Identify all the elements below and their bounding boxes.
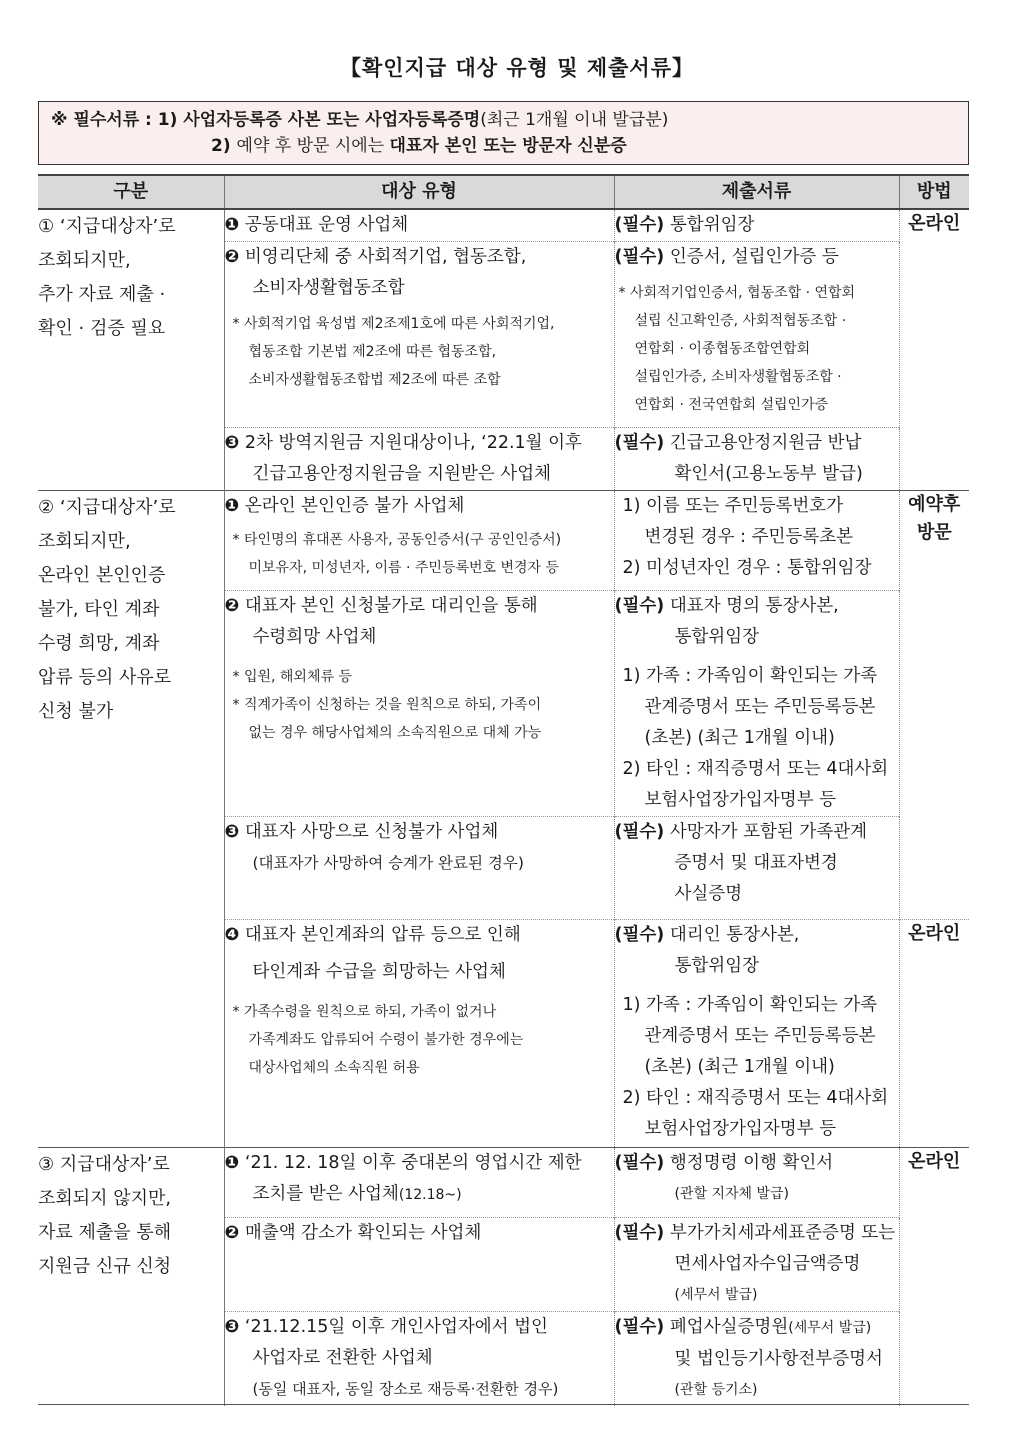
table-bottom-line: [38, 1404, 969, 1405]
docs-text-cont: 및 법인등기사항전부증명서: [674, 1349, 883, 1369]
header-method: 방법: [899, 175, 969, 209]
item-number: ❶: [224, 215, 240, 235]
note-line: 연합회 · 전국연합회 설립인가증: [634, 397, 829, 413]
note-line: * 사회적기업 육성법 제2조제1호에 따른 사회적기업,: [232, 316, 555, 332]
docs-cell: [614, 920, 899, 1148]
docs-sub-text: (초본) (최근 1개월 이내): [644, 728, 835, 748]
page-title: 【확인지급 대상 유형 및 제출서류】: [340, 56, 694, 80]
item-number: ❸: [224, 1317, 240, 1337]
docs-sub-text: (초본) (최근 1개월 이내): [644, 1057, 835, 1077]
required-bold-2: 대표자 본인 또는 방문자 신분증: [389, 136, 627, 156]
docs-cell: [614, 491, 899, 591]
type-text-cont: 타인계좌 수급을 희망하는 사업체: [252, 962, 506, 982]
required-tag: (필수): [614, 1317, 665, 1337]
item-number: ❷: [224, 1223, 240, 1243]
category-1: ① ‘지급대상자’로 조회되지만, 추가 자료 제출 · 확인 · 검증 필요: [38, 209, 224, 491]
type-cell: [224, 920, 614, 1148]
docs-cell: [614, 817, 899, 920]
type-text: 대표자 본인 신청불가로 대리인을 통해: [244, 596, 538, 616]
type-text: 비영리단체 중 사회적기업, 협동조합,: [244, 247, 527, 267]
docs-cell: [614, 209, 899, 242]
type-text-cont: 조치를 받은 사업체: [252, 1184, 399, 1204]
type-text: ‘21.12.15일 이후 개인사업자에서 법인: [244, 1317, 548, 1337]
method-2-bottom: 온라인: [899, 920, 969, 1148]
type-text-cont: 소비자생활협동조합: [252, 278, 405, 298]
method-3: 온라인: [899, 1148, 969, 1407]
item-number: ❹: [224, 925, 240, 945]
type-cell: [224, 1148, 614, 1218]
required-tag: (필수): [614, 247, 665, 267]
docs-text-cont: (관할 지자체 발급): [674, 1186, 789, 1202]
table-row: [38, 491, 969, 591]
method-2-top: 예약후 방문: [899, 491, 969, 920]
required-line-1: [51, 107, 968, 133]
docs-cell: [614, 1218, 899, 1312]
category-3: ③ 지급대상자’로 조회되지 않지만, 자료 제출을 통해 지원금 신규 신청: [38, 1148, 224, 1407]
note-line: 설립인가증, 소비자생활협동조합 ·: [634, 369, 842, 385]
type-cell: [224, 242, 614, 428]
docs-text-cont: (관할 등기소): [674, 1382, 758, 1398]
docs-small-text: (세무서 발급): [788, 1320, 872, 1336]
docs-sub-text: 2) 타인 : 재직증명서 또는 4대사회: [622, 759, 889, 779]
required-bold-1: 사업자등록증 사본 또는 사업자등록증명: [183, 110, 481, 130]
type-text: 온라인 본인인증 불가 사업체: [244, 496, 465, 516]
docs-text-cont: 사실증명: [674, 884, 743, 904]
type-text: 공동대표 운영 사업체: [244, 215, 409, 235]
item-number: ❷: [224, 247, 240, 267]
header-docs: 제출서류: [614, 175, 899, 209]
docs-text-cont: (세무서 발급): [674, 1287, 758, 1303]
item-number: ❶: [224, 1153, 240, 1173]
note-line: * 사회적기업인증서, 협동조합 · 연합회: [618, 285, 856, 301]
required-tag: (필수): [614, 1223, 665, 1243]
note-line: 연합회 · 이종협동조합연합회: [634, 341, 811, 357]
docs-text: 인증서, 설립인가증 등: [669, 247, 839, 267]
docs-cell: [614, 1312, 899, 1407]
item-number: ❸: [224, 433, 240, 453]
docs-text: 1) 이름 또는 주민등록번호가: [622, 496, 844, 516]
note-line: * 직계가족이 신청하는 것을 원칙으로 하되, 가족이: [232, 697, 542, 713]
method-1: 온라인: [908, 213, 961, 234]
note-line: 설립 신고확인증, 사회적협동조합 ·: [634, 313, 847, 329]
type-text: 2차 방역지원금 지원대상이나, ‘22.1월 이후: [244, 433, 582, 453]
docs-text-cont: 통합위임장: [674, 956, 760, 976]
docs-sub-text: 보험사업장가입자명부 등: [644, 790, 837, 810]
type-cell: [224, 209, 614, 242]
docs-text: 폐업사실증명원: [669, 1317, 789, 1337]
required-plain-2: 예약 후 방문 시에는: [236, 136, 390, 156]
table-row: [38, 1148, 969, 1218]
note-line: 가족계좌도 압류되어 수령이 불가한 경우에는: [248, 1032, 524, 1048]
type-text: 대표자 본인계좌의 압류 등으로 인해: [244, 925, 521, 945]
type-cell: [224, 817, 614, 920]
docs-text-cont: 면세사업자수입금액증명: [674, 1254, 861, 1274]
docs-text: 사망자가 포함된 가족관계: [669, 822, 867, 842]
docs-sub-text: 1) 가족 : 가족임이 확인되는 가족: [622, 666, 878, 686]
note-line: * 타인명의 휴대폰 사용자, 공동인증서(구 공인인증서): [232, 532, 562, 548]
required-tag: (필수): [614, 925, 665, 945]
docs-text: 대리인 통장사본,: [669, 925, 800, 945]
docs-text: 통합위임장: [669, 215, 755, 235]
required-tag: (필수): [614, 433, 665, 453]
required-tag: (필수): [614, 596, 665, 616]
header-category: 구분: [38, 175, 224, 209]
header-type: 대상 유형: [224, 175, 614, 209]
docs-cell: [614, 428, 899, 491]
type-text: 대표자 사망으로 신청불가 사업체: [244, 822, 499, 842]
required-documents-box: [38, 101, 969, 165]
docs-text-cont: 통합위임장: [674, 627, 760, 647]
required-tag: (필수): [614, 215, 665, 235]
required-num-2: 2): [211, 136, 237, 156]
main-table: [38, 174, 969, 1406]
category-2: ② ‘지급대상자’로 조회되지만, 온라인 본인인증 불가, 타인 계좌 수령 희망, 계좌 압류 등의 사유로 신청 불가: [38, 491, 224, 1148]
required-rest-1: (최근 1개월 이내 발급분): [480, 110, 669, 130]
docs-text: 부가가치세과세표준증명 또는: [669, 1223, 896, 1243]
docs-cell: [614, 242, 899, 428]
type-cell: [224, 1218, 614, 1312]
docs-text: 2) 미성년자인 경우 : 통합위임장: [622, 558, 872, 578]
docs-cell: [614, 591, 899, 817]
required-prefix: ※ 필수서류 : 1): [51, 110, 184, 130]
docs-cell: [614, 1148, 899, 1218]
docs-text-cont: 확인서(고용노동부 발급): [674, 464, 863, 484]
docs-sub-text: 1) 가족 : 가족임이 확인되는 가족: [622, 995, 878, 1015]
type-cell: [224, 1312, 614, 1407]
note-line: 협동조합 기본법 제2조에 따른 협동조합,: [248, 344, 497, 360]
required-tag: (필수): [614, 822, 665, 842]
docs-text-cont: 변경된 경우 : 주민등록초본: [644, 527, 854, 547]
note-line: * 가족수령을 원칙으로 하되, 가족이 없거나: [232, 1004, 497, 1020]
type-cell: [224, 491, 614, 591]
note-line: 미보유자, 미성년자, 이름 · 주민등록번호 변경자 등: [248, 560, 560, 576]
docs-text: 긴급고용안정지원금 반납: [669, 433, 862, 453]
item-number: ❶: [224, 496, 240, 516]
type-text-cont: 긴급고용안정지원금을 지원받은 사업체: [252, 464, 552, 484]
type-sub-text: (동일 대표자, 동일 장소로 재등록·전환한 경우): [252, 1380, 559, 1398]
note-line: * 입원, 해외체류 등: [232, 669, 352, 685]
type-text-cont: 수령희망 사업체: [252, 627, 377, 647]
docs-sub-text: 2) 타인 : 재직증명서 또는 4대사회: [622, 1088, 889, 1108]
required-line-2: [51, 133, 968, 159]
docs-text: 대표자 명의 통장사본,: [669, 596, 839, 616]
docs-text-cont: 증명서 및 대표자변경: [674, 853, 838, 873]
type-cell: [224, 428, 614, 491]
note-line: 없는 경우 해당사업체의 소속직원으로 대체 가능: [248, 725, 542, 741]
item-number: ❷: [224, 596, 240, 616]
docs-sub-text: 관계증명서 또는 주민등록등본: [644, 1026, 876, 1046]
note-line: 소비자생활협동조합법 제2조에 따른 조합: [248, 372, 501, 388]
type-text-cont: 사업자로 전환한 사업체: [252, 1348, 433, 1368]
item-number: ❸: [224, 822, 240, 842]
type-text: ‘21. 12. 18일 이후 중대본의 영업시간 제한: [244, 1153, 582, 1173]
required-tag: (필수): [614, 1153, 665, 1173]
type-small-text: (12.18~): [398, 1187, 462, 1203]
type-text: 매출액 감소가 확인되는 사업체: [244, 1223, 482, 1243]
docs-sub-text: 보험사업장가입자명부 등: [644, 1119, 837, 1139]
docs-sub-text: 관계증명서 또는 주민등록등본: [644, 697, 876, 717]
type-sub-text: (대표자가 사망하여 승계가 완료된 경우): [252, 854, 524, 872]
type-cell: [224, 591, 614, 817]
note-line: 대상사업체의 소속직원 허용: [248, 1060, 420, 1076]
table-row: [38, 209, 969, 242]
header-row: [38, 175, 969, 209]
docs-text: 행정명령 이행 확인서: [669, 1153, 834, 1173]
